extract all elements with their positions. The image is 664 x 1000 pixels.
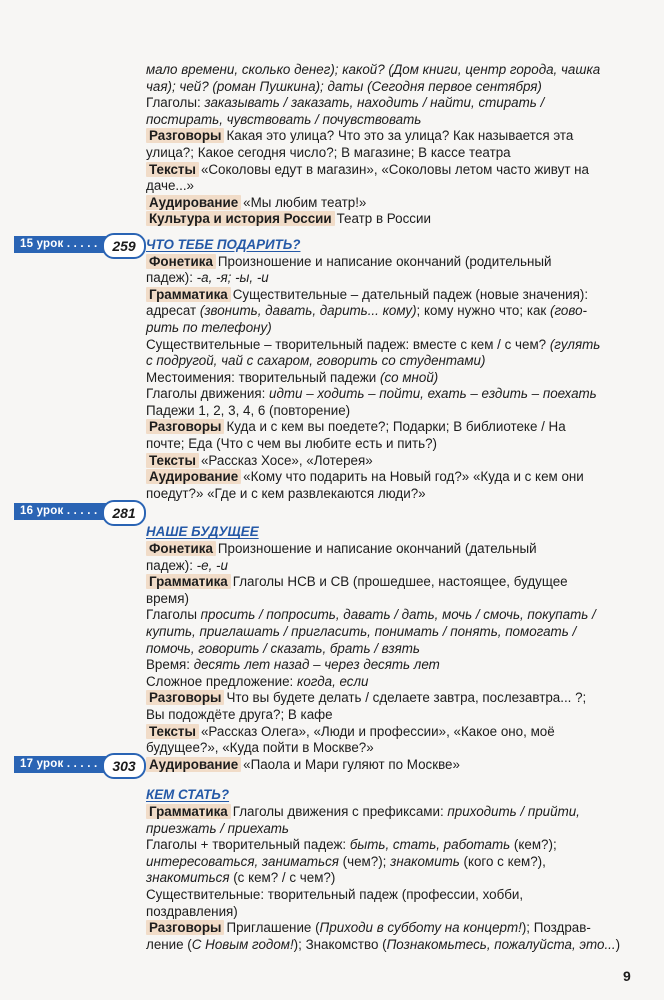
- text-line: даче...»: [146, 178, 194, 194]
- section-label: Разговоры: [146, 419, 224, 434]
- text-line: улица?; Какое сегодня число?; В магазине; В кассе театра: [146, 144, 511, 160]
- section-label: Разговоры: [146, 920, 224, 935]
- text-line: Существительные: творительный падеж (профессии, хобби,: [146, 886, 524, 902]
- lesson-page-number: 281: [102, 500, 146, 526]
- lesson-15-title[interactable]: ЧТО ТЕБЕ ПОДАРИТЬ?: [146, 236, 301, 252]
- text-line: падеж): -а, -я; -ы, -и: [146, 270, 269, 286]
- section-label: Грамматика: [146, 287, 231, 302]
- lesson-page-number: 303: [102, 753, 146, 779]
- fonetika-line: Фонетика Произношение и написание окончаний (дательный: [146, 541, 646, 558]
- section-label: Аудирование: [146, 757, 241, 772]
- text-line: интересоваться, заниматься (чем?); знакомить (кого с кем?),: [146, 853, 546, 869]
- razgovory-line: Разговоры Куда и с кем вы поедете?; Подарки; В библиотеке / На: [146, 419, 646, 436]
- text-line: поздравления): [146, 903, 238, 919]
- text-line: рить по телефону): [146, 319, 272, 335]
- text-line: время): [146, 590, 189, 606]
- lesson-label: 15 урок . . . . .: [14, 236, 110, 253]
- text-line: с подругой, чай с сахаром, говорить со студентами): [146, 353, 486, 369]
- text-line: Глаголы просить / попросить, давать / дать, мочь / смочь, покупать /: [146, 607, 596, 623]
- text-line: будущее?», «Куда пойти в Москве?»: [146, 740, 374, 756]
- text-line: Местоимения: творительный падежи (со мной): [146, 369, 439, 385]
- section-label: Фонетика: [146, 541, 216, 556]
- audirovanie-line: Аудирование «Кому что подарить на Новый год?» «Куда и с кем они: [146, 469, 646, 486]
- text-line: Глаголы: заказывать / заказать, находить / найти, стирать /: [146, 95, 545, 111]
- razgovory-line: Разговоры Приглашение (Приходи в субботу на концерт!); Поздрав-: [146, 920, 646, 937]
- text-line: поедут?» «Где и с кем развлекаются люди?»: [146, 485, 426, 501]
- text-line: знакомиться (с кем? / с чем?): [146, 870, 336, 886]
- lesson-page-number: 259: [102, 233, 146, 259]
- grammatika-line: Грамматика Глаголы НСВ и СВ (прошедшее, настоящее, будущее: [146, 574, 646, 591]
- razgovory-line: Разговоры Какая это улица? Что это за улица? Как называется эта: [146, 128, 646, 145]
- teksty-line: Тексты «Рассказ Олега», «Люди и профессии», «Какое оно, моё: [146, 724, 646, 741]
- text-line: купить, приглашать / пригласить, понимать / понять, помогать /: [146, 624, 577, 639]
- audirovanie-line: Аудирование «Мы любим театр!»: [146, 195, 646, 212]
- section-label: Фонетика: [146, 254, 216, 269]
- text-line: помочь, говорить / сказать, брать / взять: [146, 640, 420, 656]
- section-label: Разговоры: [146, 128, 224, 143]
- text-line: Глаголы + творительный падеж: быть, стать, работать (кем?);: [146, 837, 557, 853]
- lesson-16-title[interactable]: НАШЕ БУДУЩЕЕ: [146, 524, 259, 540]
- fonetika-line: Фонетика Произношение и написание окончаний (родительный: [146, 254, 646, 271]
- section-label: Культура и история России: [146, 211, 335, 226]
- text-line: Вы подождёте друга?; В кафе: [146, 706, 333, 722]
- grammatika-line: Грамматика Существительные – дательный падеж (новые значения):: [146, 287, 646, 304]
- lesson-16-marker[interactable]: [14, 500, 136, 524]
- text-line: Время: десять лет назад – через десять лет: [146, 657, 440, 673]
- text-line: приезжать / приехать: [146, 820, 289, 836]
- lesson-17-marker[interactable]: [14, 753, 136, 777]
- text-line: ление (С Новым годом!); Знакомство (Познакомьтесь, пожалуйста, это...): [146, 936, 621, 952]
- text-line: падеж): -е, -и: [146, 557, 228, 573]
- section-label: Тексты: [146, 724, 199, 739]
- audirovanie-line: Аудирование «Паола и Мари гуляют по Москве»: [146, 757, 646, 774]
- text-line: мало времени, сколько денег); какой? (Дом книги, центр города, чашка: [146, 62, 601, 77]
- text-line: Сложное предложение: когда, если: [146, 673, 369, 689]
- page-number: 9: [623, 968, 631, 984]
- lesson-15-marker[interactable]: [14, 233, 136, 257]
- razgovory-line: Разговоры Что вы будете делать / сделаете завтра, послезавтра... ?;: [146, 690, 646, 707]
- text-line: чая); чей? (роман Пушкина); даты (Сегодня первое сентября): [146, 78, 542, 94]
- section-label: Грамматика: [146, 574, 231, 589]
- contents-block: [146, 62, 646, 953]
- text-line: Падежи 1, 2, 3, 4, 6 (повторение): [146, 402, 351, 418]
- lesson-17-title[interactable]: КЕМ СТАТЬ?: [146, 787, 230, 803]
- text-line: почте; Еда (Что с чем вы любите есть и пить?): [146, 436, 437, 452]
- text-line: Глаголы движения: идти – ходить – пойти, ехать – ездить – поехать: [146, 386, 597, 402]
- text-line: Существительные – творительный падеж: вместе с кем / с чем? (гулять: [146, 336, 601, 352]
- section-label: Разговоры: [146, 690, 224, 705]
- section-label: Тексты: [146, 453, 199, 468]
- grammatika-line: Грамматика Глаголы движения с префиксами: приходить / прийти,: [146, 804, 646, 821]
- lesson-label: 16 урок . . . . .: [14, 503, 110, 520]
- section-label: Аудирование: [146, 195, 241, 210]
- section-label: Грамматика: [146, 804, 231, 819]
- teksty-line: Тексты «Соколовы едут в магазин», «Соколовы летом часто живут на: [146, 162, 646, 179]
- teksty-line: Тексты «Рассказ Хосе», «Лотерея»: [146, 453, 646, 470]
- text-line: постирать, чувствовать / почувствовать: [146, 111, 422, 127]
- text-line: адресат (звонить, давать, дарить... кому); кому нужно что; как (гово-: [146, 303, 587, 319]
- lesson-label: 17 урок . . . . .: [14, 756, 110, 773]
- culture-line: Культура и история России Театр в России: [146, 211, 646, 228]
- section-label: Аудирование: [146, 469, 241, 484]
- section-label: Тексты: [146, 162, 199, 177]
